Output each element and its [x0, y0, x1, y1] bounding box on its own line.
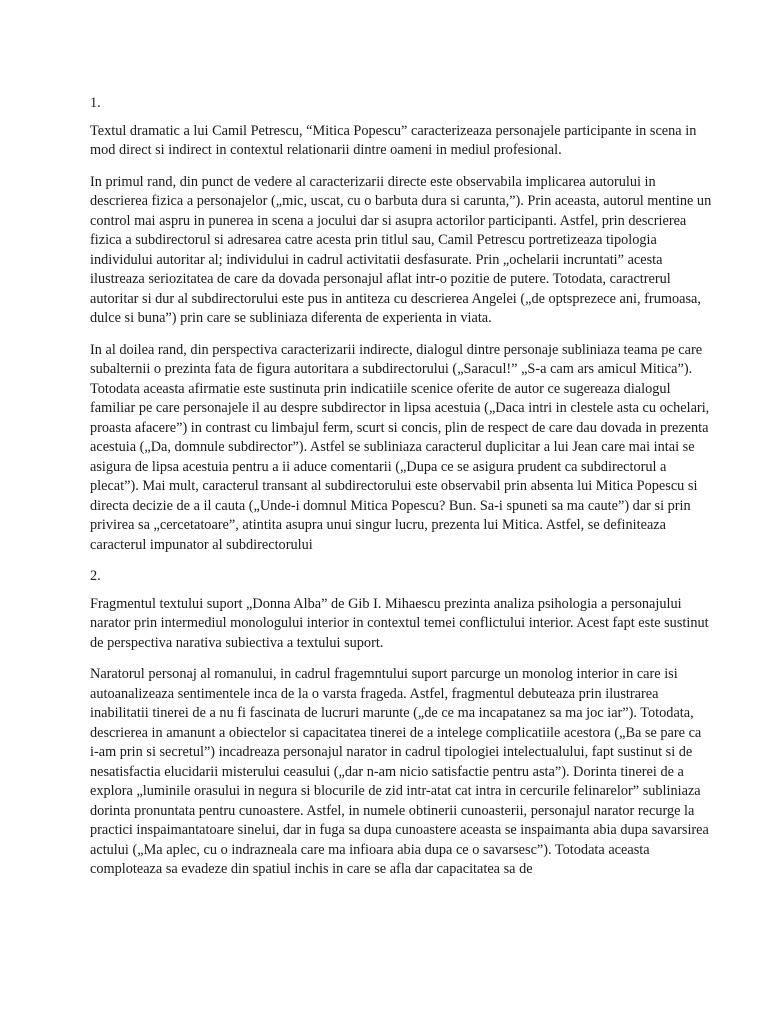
paragraph-direct-characterization: In primul rand, din punct de vedere al caracterizarii directe este observabila implicarea autorului in descrierea fizica a personajelor („mic, uscat, cu o barbuta dura si carunta,”). Prin aceasta, autorul mentine un control mai aspru in punerea in scena a jocului dar si asupra actorilor participanti. Astfel, prin descrierea fizica a subdirectorul si adresarea catre acesta prin titlul sau, Camil Petrescu portretizeaza tipologia individului autoritar al; individului in cadrul activitatii desfasurate. Prin „ochelarii incruntati” acesta ilustreaza seriozitatea de care da dovada personajul aflat intr-o pozitie de putere. Totodata, caractrerul autoritar si dur al subdirectorului este pus in antiteza cu descrierea Angelei („de optsprezece ani, frumoasa, dulce si buna”) prin care se subliniaza diferenta de experienta in viata.: [90, 173, 712, 326]
section-number-1: 1.: [90, 95, 101, 111]
paragraph-intro-1: Textul dramatic a lui Camil Petrescu, “Mitica Popescu” caracterizeaza personajele participante in scena in mod direct si indirect in contextul relationarii dintre oameni in mediul profesional.: [90, 122, 697, 158]
paragraph-indirect-characterization: In al doilea rand, din perspectiva caracterizarii indirecte, dialogul dintre personaje subliniaza teama pe care subalternii o prezinta fata de figura autoritara a subdirectorului („Saracul!” „S-a cam ars amicul Mitica”). Totodata aceasta afirmatie este sustinuta prin indicatiile scenice oferite de autor ce sugereaza dialogul familiar pe care personajele il au despre subdirector in lipsa acestuia („Daca intri in clestele asta cu ochelari, proasta afacere”) in contrast cu limbajul ferm, scurt si concis, plin de respect de care dau dovada in prezenta acestuia („Da, domnule subdirector”). Astfel se subliniaza caracterul duplicitar a lui Jean care mai intai se asigura de lipsa acestuia pentru a ii aduce comentarii („Dupa ce se asigura prudent ca subdirectorul a plecat”). Mai mult, caracterul transant al subdirectorului este observabil prin absenta lui Mitica Popescu si directa decizie de a il cauta („Unde-i domnul Mitica Popescu? Bun. Sa-i spuneti sa ma caute”) dar si prin privirea sa „cercetatoare”, atintita asupra unui singur lucru, prezenta lui Mitica. Astfel, se definiteaza caracterul impunator al subdirectorului: [90, 341, 710, 553]
section-number-2: 2.: [90, 568, 101, 584]
paragraph-intro-2: Fragmentul textului suport „Donna Alba” de Gib I. Mihaescu prezinta analiza psihologia a personajului narator prin intermediul monologului interior in contextul temei conflictului interior. Acest fapt este sustinut de perspectiva narativa subiectiva a textului suport.: [90, 595, 709, 651]
paragraph-narrator-analysis: Naratorul personaj al romanului, in cadrul fragemntului suport parcurge un monolog interior in care isi autoanalizeaza sentimentele inca de la o varsta frageda. Astfel, fragmentul debuteaza prin ilustrarea inabilitatii tinerei de a nu fi fascinata de lucruri marunte („de ce ma incapatanez sa ma joc iar”). Totodata, descrierea in amanunt a obiectelor si capacitatea tinerei de a intelege complicatiile acestora („Ba se pare ca i-am prin si secretul”) incadreaza personajul narator in cadrul tipologiei intelectualului, fapt sustinut si de nesatisfactia elucidarii misterului ceasului („dar n-am nicio satisfactie pentru asta”). Dorinta tinerei de a explora „luminile orasului in negura si blocurile de zid intr-atat cat intra in cercurile felinarelor” subliniaza dorinta pronuntata pentru cunoastere. Astfel, in numele obtinerii cunoasterii, personajul narator recurge la practici inspaimantatoare sinelui, dar in fuga sa dupa cunoastere aceasta se inspaimanta abia dupa savarsirea actului („Ma aplec, cu o indrazneala care ma infioara abia dupa ce o savarsesc”). Totodata aceasta comploteaza sa evadeze din spatiul inchis in care se afla dar capacitatea sa de: [90, 666, 709, 877]
document-body: [90, 94, 712, 892]
